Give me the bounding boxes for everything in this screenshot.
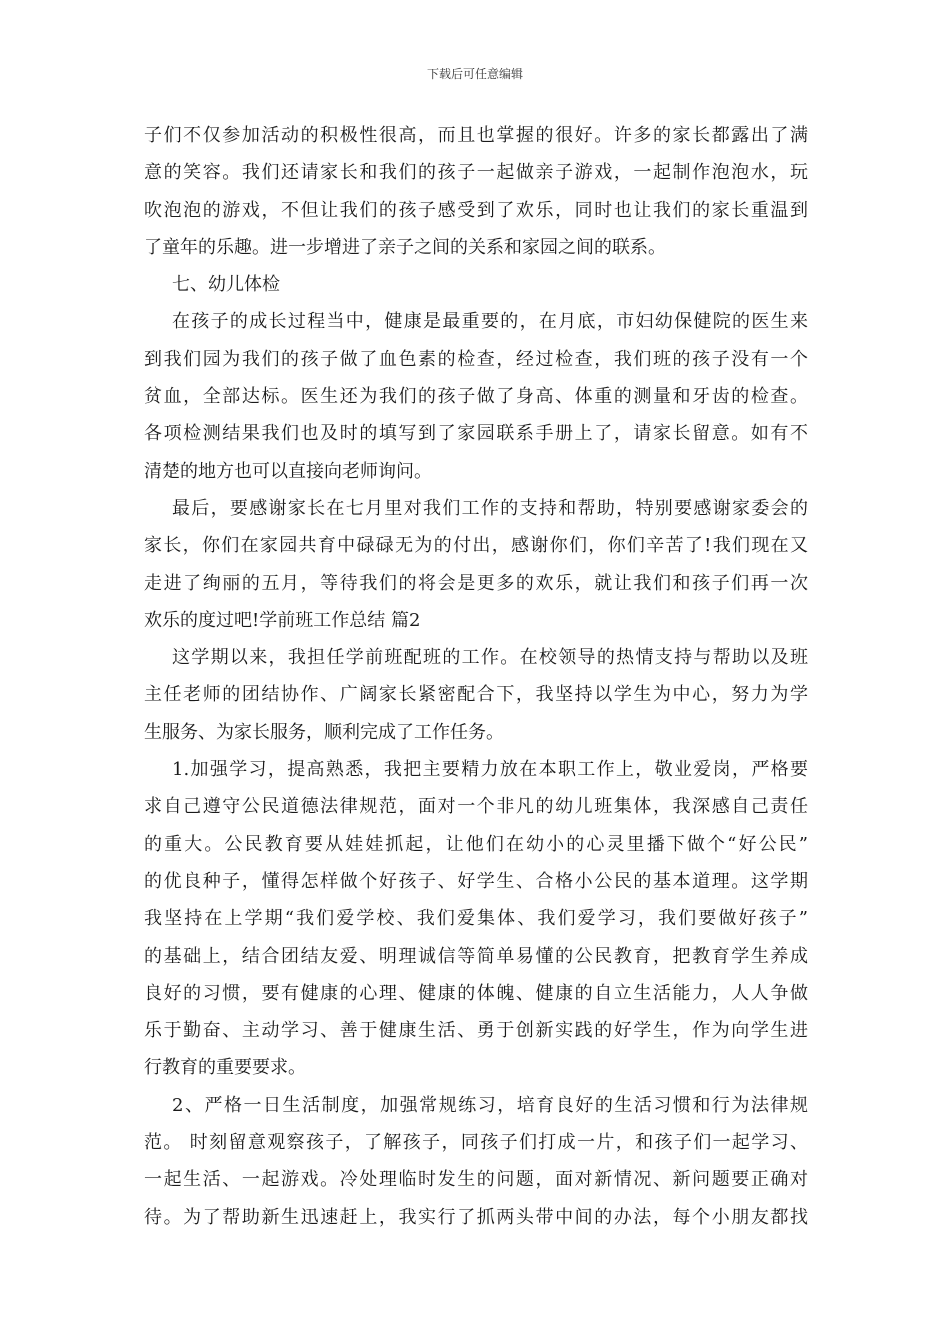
text-line: 欢乐的度过吧!学前班工作总结 篇2: [144, 609, 421, 631]
text-line: 生服务、为家长服务，顺利完成了工作任务。: [144, 721, 504, 743]
text-line: 主任老师的团结协作、广阔家长紧密配合下，我坚持以学生为中心，努力为学: [144, 684, 808, 706]
text-line: 各项检测结果我们也及时的填写到了家园联系手册上了，请家长留意。如有不: [144, 423, 808, 445]
text-line: 良好的习惯，要有健康的心理、健康的体魄、健康的自立生活能力，人人争做: [144, 982, 808, 1004]
text-line: 乐于勤奋、主动学习、善于健康生活、勇于创新实践的好学生，作为向学生进: [144, 1020, 808, 1042]
text-line: 走进了绚丽的五月，等待我们的将会是更多的欢乐，就让我们和孩子们再一次: [144, 572, 808, 594]
text-line: 范。 时刻留意观察孩子，了解孩子，同孩子们打成一片，和孩子们一起学习、: [144, 1132, 808, 1154]
text-line: 吹泡泡的游戏，不但让我们的孩子感受到了欢乐，同时也让我们的家长重温到: [144, 199, 808, 221]
text-line: 的优良种子，懂得怎样做个好孩子、好学生、合格小公民的基本道理。这学期: [144, 870, 808, 892]
text-line: 的重大。公民教育要从娃娃抓起，让他们在幼小的心灵里播下做个“好公民”: [144, 833, 808, 855]
text-line: 我坚持在上学期“我们爱学校、我们爱集体、我们爱学习，我们要做好孩子”: [144, 908, 808, 930]
document-body: [144, 117, 808, 1236]
text-line: 的基础上，结合团结友爱、明理诚信等简单易懂的公民教育，把教育学生养成: [144, 945, 808, 967]
text-line: 最后，要感谢家长在七月里对我们工作的支持和帮助，特别要感谢家委会的: [172, 497, 808, 519]
text-line: 求自己遵守公民道德法律规范，面对一个非凡的幼儿班集体，我深感自己责任: [144, 796, 808, 818]
text-line: 待。为了帮助新生迅速赶上，我实行了抓两头带中间的办法，每个小朋友都找: [144, 1206, 808, 1228]
text-line: 行教育的重要要求。: [144, 1057, 306, 1079]
text-line: 七、幼儿体检: [172, 274, 280, 296]
text-line: 1.加强学习，提高熟悉，我把主要精力放在本职工作上，敬业爱岗，严格要: [172, 759, 808, 781]
text-line: 子们不仅参加活动的积极性很高，而且也掌握的很好。许多的家长都露出了满: [144, 125, 808, 146]
text-line: 了童年的乐趣。进一步增进了亲子之间的关系和家园之间的联系。: [144, 236, 666, 258]
text-line: 家长，你们在家园共育中碌碌无为的付出，感谢你们，你们辛苦了!我们现在又: [144, 535, 808, 557]
text-line: 一起生活、一起游戏。冷处理临时发生的问题，面对新情况、新问题要正确对: [144, 1169, 808, 1191]
text-line: 清楚的地方也可以直接向老师询问。: [144, 460, 432, 482]
text-line: 贫血，全部达标。医生还为我们的孩子做了身高、体重的测量和牙齿的检查。: [144, 386, 808, 408]
page-header: 下载后可任意编辑: [426, 67, 523, 81]
text-line: 到我们园为我们的孩子做了血色素的检查，经过检查，我们班的孩子没有一个: [144, 348, 808, 370]
text-line: 在孩子的成长过程当中，健康是最重要的，在月底，市妇幼保健院的医生来: [172, 311, 808, 333]
text-line: 这学期以来，我担任学前班配班的工作。在校领导的热情支持与帮助以及班: [172, 647, 808, 669]
text-line: 意的笑容。我们还请家长和我们的孩子一起做亲子游戏，一起制作泡泡水，玩: [144, 162, 808, 184]
text-line: 2、严格一日生活制度，加强常规练习，培育良好的生活习惯和行为法律规: [172, 1094, 808, 1116]
